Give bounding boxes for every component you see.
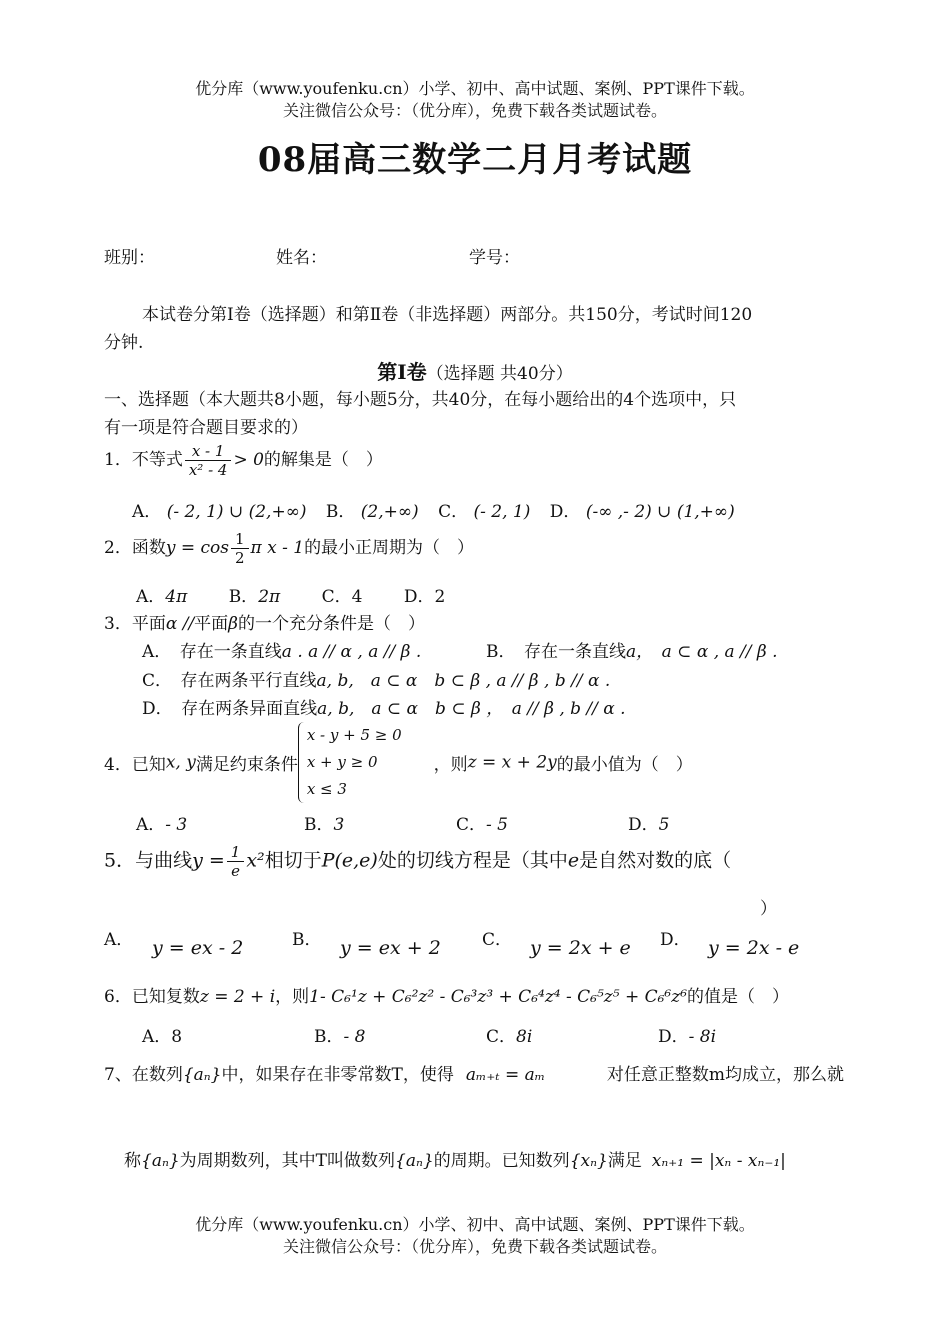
q7-mid: 中，如果存在非零常数T，使得 [221, 1065, 454, 1085]
q2-denominator: 2 [234, 549, 245, 567]
q1-denominator: x² - 4 [188, 461, 228, 479]
q1-opt-b-label: B． [325, 502, 356, 522]
q3-option-c [142, 666, 610, 691]
q3-option-d [142, 694, 626, 719]
question-1 [104, 442, 383, 479]
q3-a-text: A． 存在一条直线 [142, 642, 282, 662]
page-title: 08届高三数学二月月考试题 [257, 140, 693, 180]
header-line-2: 关注微信公众号：（优分库），免费下载各类试题试卷。 [282, 101, 667, 120]
q6-opt-b-value: - 8 [343, 1027, 366, 1047]
q5-e: e [567, 849, 580, 872]
q7-xn: {xₙ} [569, 1151, 608, 1171]
q4-constraint-1: x - y + 5 ≥ 0 [306, 726, 402, 744]
q1-numerator: x - 1 [185, 442, 232, 461]
q5-opt-d: y = 2x - e [708, 937, 800, 959]
q4-mid: 满足约束条件 [195, 755, 298, 775]
q7-l2d: 满足 [607, 1151, 642, 1171]
part1-line-1: 一、选择题（本大题共8小题，每小题5分，共40分，在每小题给出的4个选项中，只 [104, 390, 737, 410]
q7-l2a: 称 [124, 1151, 141, 1171]
q3-mid: 平面 [194, 614, 229, 634]
q4-opt-d [628, 810, 669, 835]
question-3 [104, 609, 425, 634]
q6-expr: 1- C₆¹z + C₆²z² - C₆³z³ + C₆⁴z⁴ - C₆⁵z⁵ + C₆⁶z⁶ [309, 987, 688, 1007]
q5-y: y = [192, 849, 225, 872]
q2-opt-a: 4π [165, 587, 188, 607]
q1-opt-d: (-∞ ,- 2) ∪ (1,+∞) [585, 502, 735, 522]
q6-prefix: 6．已知复数 [104, 987, 200, 1007]
q4-opt-a [136, 810, 187, 835]
q4-opt-b-value: 3 [333, 815, 345, 835]
name-field-label: 姓名： [276, 248, 327, 268]
q4-constraints [298, 722, 402, 803]
q4-opt-a-label: A． [136, 815, 166, 835]
question-7-line-1 [104, 1060, 854, 1085]
q3-alpha: α // [165, 614, 195, 634]
q5-denominator: e [231, 862, 241, 880]
q7-eq: aₘ₊ₜ = aₘ [465, 1065, 546, 1085]
question-5 [104, 843, 731, 880]
q7-prefix: 7、在数列 [104, 1065, 183, 1085]
q2-expr1: y = cos [165, 538, 229, 558]
q4-opt-d-value: 5 [658, 815, 670, 835]
q1-opt-c: (- 2, 1) [473, 502, 531, 522]
question-7-line-2 [124, 1146, 786, 1171]
q4-expr: z = x + 2y [467, 752, 557, 773]
q6-opt-d-value: - 8i [688, 1027, 717, 1047]
intro-line-1: 本试卷分第Ⅰ卷（选择题）和第Ⅱ卷（非选择题）两部分。共150分，考试时间120 [142, 305, 753, 325]
q1-prefix: 1．不等式 [104, 450, 183, 470]
question-2 [104, 530, 474, 567]
q4-then: ，则 [433, 755, 468, 775]
q3-option-b [486, 637, 778, 662]
q5-point: P(e,e) [321, 849, 378, 872]
section-label: 第Ⅰ卷 [377, 360, 427, 384]
part1-line-2: 有一项是符合题目要求的） [104, 418, 308, 438]
q2-suffix: 的最小正周期为（ ） [304, 538, 475, 558]
q6-then: ，则 [275, 987, 310, 1007]
q5-opt-d-label: D． [660, 930, 691, 950]
q1-suffix: 的解集是（ ） [263, 450, 383, 470]
q4-opt-a-value: - 3 [165, 815, 188, 835]
q2-opt-a-label: A． [136, 587, 166, 607]
header-line-1: 优分库（www.youfenku.cn）小学、初中、高中试题、案例、PPT课件下载。 [195, 79, 755, 98]
q7-suffix: 对任意正整数m均成立，那么就 [606, 1065, 844, 1085]
q1-opt-a: (- 2, 1) ∪ (2,+∞) [166, 502, 307, 522]
q3-option-a [142, 637, 421, 662]
q5-fraction [227, 843, 245, 880]
q7-an: {aₙ} [182, 1065, 222, 1085]
q2-fraction [231, 530, 249, 567]
q3-b-math: a， a ⊂ α , a // β . [626, 642, 778, 662]
q4-opt-d-label: D． [628, 815, 659, 835]
q7-l2c: 的周期。已知数列 [433, 1151, 570, 1171]
q6-opt-b [314, 1022, 365, 1047]
q6-opt-c [486, 1022, 532, 1047]
q5-opt-c-label: C． [482, 930, 513, 950]
q3-suffix: 的一个充分条件是（ ） [238, 614, 425, 634]
q2-opt-b-label: B． [228, 587, 259, 607]
q3-b-text: B． 存在一条直线 [486, 642, 626, 662]
q3-c-math: a, b, a ⊂ α b ⊂ β , a // β , b // α . [316, 671, 611, 691]
q5-mid: 相切于 [264, 849, 322, 872]
q5-opt-b-label: B． [292, 930, 322, 950]
q1-opt-b: (2,+∞) [360, 502, 419, 522]
question-6 [104, 982, 789, 1007]
q1-fraction [185, 442, 232, 479]
intro-line-2: 分钟. [104, 333, 144, 353]
q2-opt-b: 2π [258, 587, 281, 607]
q6-opt-c-label: C． [486, 1027, 517, 1047]
q6-z: z = 2 + i [199, 987, 276, 1007]
q2-opt-d: D．2 [403, 587, 446, 607]
q6-opt-d-label: D． [658, 1027, 689, 1047]
q5-opt-b: y = ex + 2 [340, 937, 441, 959]
q6-opt-d [658, 1022, 716, 1047]
q1-opt-d-label: D． [549, 502, 581, 522]
q3-a-math: a . a // α , a // β . [281, 642, 422, 662]
q7-relation: xₙ₊₁ = |xₙ - xₙ₋₁| [651, 1151, 786, 1171]
q5-opt-a-label: A． [104, 930, 134, 950]
q2-opt-c: C．4 [321, 587, 363, 607]
q7-an-2: {aₙ} [141, 1151, 180, 1171]
q7-l2b: 为周期数列，其中T叫做数列 [179, 1151, 396, 1171]
q5-mid2: 处的切线方程是（其中 [377, 849, 568, 872]
q4-opt-c [456, 810, 508, 835]
q4-constraint-3: x ≤ 3 [306, 780, 347, 798]
footer-line-1: 优分库（www.youfenku.cn）小学、初中、高中试题、案例、PPT课件下载。 [195, 1215, 755, 1234]
q3-d-text: D． 存在两条异面直线 [142, 699, 318, 719]
q3-prefix: 3．平面 [104, 614, 166, 634]
q4-suffix: 的最小值为（ ） [556, 755, 693, 775]
q1-gt: > 0 [233, 450, 264, 470]
q6-suffix: 的值是（ ） [687, 987, 790, 1007]
q3-d-math: a, b, a ⊂ α b ⊂ β ， a // β , b // α . [317, 699, 626, 719]
q4-opt-b [304, 810, 344, 835]
q6-opt-b-label: B． [314, 1027, 344, 1047]
q5-close-paren: ） [760, 899, 777, 919]
q5-options [104, 925, 824, 965]
q1-opt-a-label: A． [132, 502, 162, 522]
q2-prefix: 2．函数 [104, 538, 166, 558]
q4-opt-b-label: B． [304, 815, 334, 835]
q4-opt-c-label: C． [456, 815, 487, 835]
q5-suffix: 是自然对数的底（ [579, 849, 732, 872]
q1-options [132, 497, 735, 522]
q5-x2: x² [246, 849, 265, 872]
q5-opt-a: y = ex - 2 [152, 937, 244, 959]
section-sub: （选择题 共40分） [426, 364, 573, 384]
question-4 [104, 722, 693, 803]
q5-prefix: 5．与曲线 [104, 849, 193, 872]
class-field-label: 班别： [104, 248, 155, 268]
q6-opt-c-value: 8i [516, 1027, 533, 1047]
q2-numerator: 1 [231, 530, 249, 549]
section-heading [0, 356, 950, 385]
q3-beta: β [228, 614, 238, 634]
q3-c-text: C． 存在两条平行直线 [142, 671, 317, 691]
q4-constraint-2: x + y ≥ 0 [306, 753, 378, 771]
q4-opt-c-value: - 5 [486, 815, 508, 835]
q5-opt-c: y = 2x + e [530, 937, 631, 959]
footer-line-2: 关注微信公众号：（优分库），免费下载各类试题试卷。 [282, 1237, 667, 1256]
q4-prefix: 4．已知 [104, 755, 166, 775]
q5-numerator: 1 [227, 843, 245, 862]
id-field-label: 学号： [469, 248, 520, 268]
q4-vars: x, y [165, 752, 196, 773]
q2-expr2: π x - 1 [250, 538, 305, 558]
q1-opt-c-label: C． [438, 502, 469, 522]
q7-an-3: {aₙ} [395, 1151, 434, 1171]
q6-opt-a: A．8 [142, 1027, 183, 1047]
q2-options [136, 582, 445, 607]
